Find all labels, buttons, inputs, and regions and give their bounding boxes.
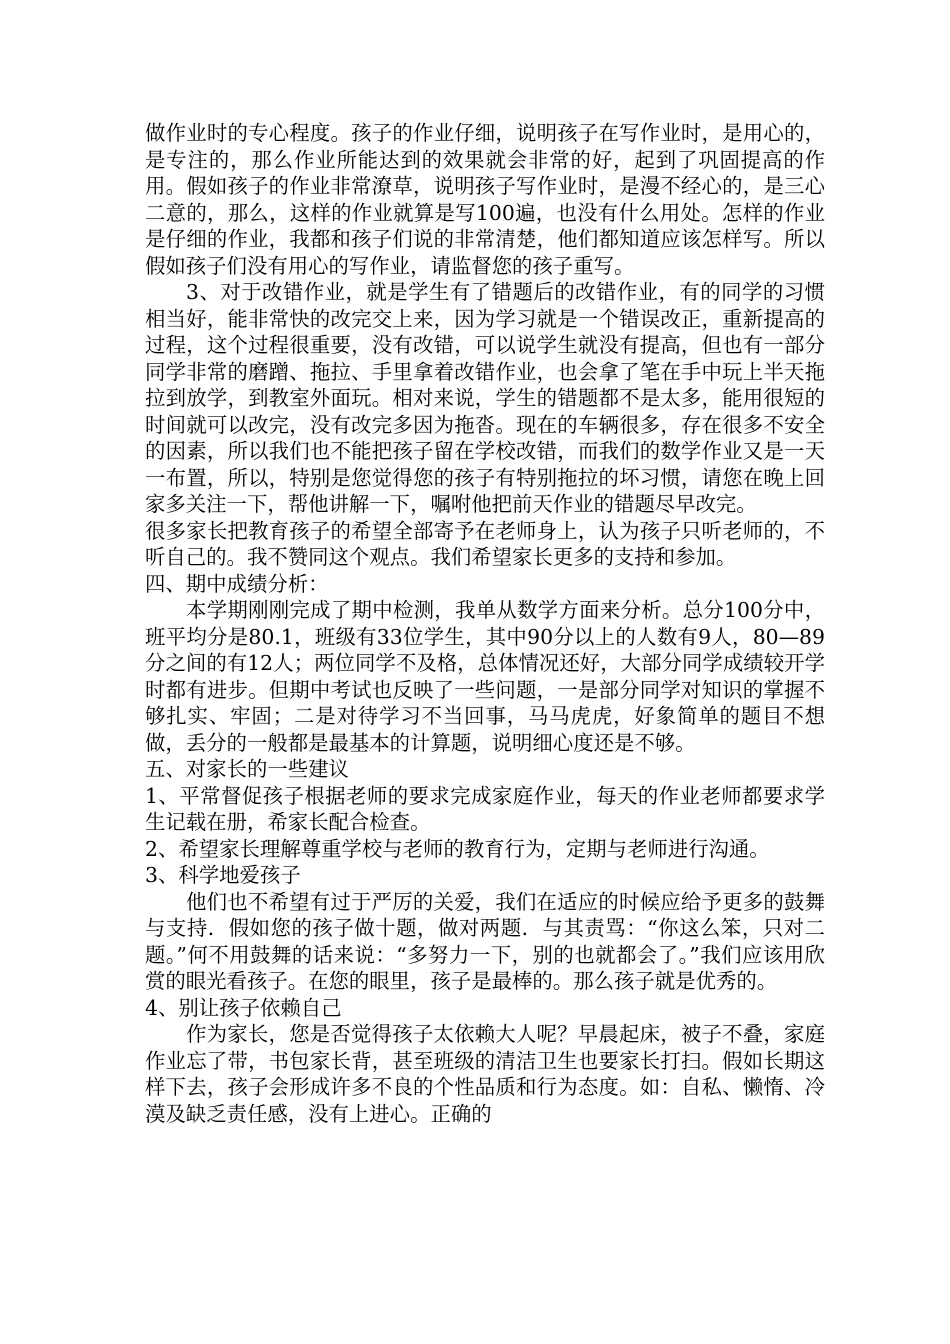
paragraph-parent-support: 很多家长把教育孩子的希望全部寄予在老师身上，认为孩子只听老师的，不听自己的。我不赞同这个观点。我们希望家长更多的支持和参加。 xyxy=(145,518,825,569)
paragraph-midterm-results: 本学期刚刚完成了期中检测，我单从数学方面来分析。总分100分中，班平均分是80.1，班级有33位学生，其中90分以上的人数有9人，80—89分之间的有12人；两位同学不及格，总体情况还好，大部分同学成绩较开学时都有进步。但期中考试也反映了一些问题，一是部分同学对知识的掌握不够扎实、牢固；二是对待学习不当回事，马马虎虎，好象简单的题目不想做，丢分的一般都是最基本的计算题，说明细心度还是不够。 xyxy=(145,598,825,755)
advice-item-4-heading: 4、别让孩子依赖自己 xyxy=(145,995,342,1020)
paragraph-independence: 作为家长，您是否觉得孩子太依赖大人呢？早晨起床，被子不叠，家庭作业忘了带，书包家长背，甚至班级的清洁卫生也要家长打扫。假如长期这样下去，孩子会形成许多不良的个性品质和行为态度。如：自私、懒惰、冷漠及缺乏责任感，没有上进心。正确的 xyxy=(145,1022,825,1126)
section-heading-parent-advice: 五、对家长的一些建议 xyxy=(145,757,349,781)
advice-item-3-heading: 3、科学地爱孩子 xyxy=(145,863,301,887)
paragraph-correction-homework: 3、对于改错作业，就是学生有了错题后的改错作业，有的同学的习惯相当好，能非常快的改完交上来，因为学习就是一个错误改正，重新提高的过程，这个过程很重要，没有改错，可以说学生就没有提高，但也有一部分同学非常的磨蹭、拖拉、手里拿着改错作业，也会拿了笔在手中玩上半天拖拉到放学，到教室外面玩。相对来说，学生的错题都不是太多，能用很短的时间就可以改完，没有改完多因为拖沓。现在的车辆很多，存在很多不安全的因素，所以我们也不能把孩子留在学校改错，而我们的数学作业又是一天一布置，所以，特别是您觉得您的孩子有特别拖拉的坏习惯，请您在晚上回家多关注一下，帮他讲解一下，嘱咐他把前天作业的错题尽早改完。 xyxy=(145,280,825,516)
section-heading-midterm-analysis: 四、期中成绩分析： xyxy=(145,571,329,596)
paragraph-homework-focus: 做作业时的专心程度。孩子的作业仔细，说明孩子在写作业时，是用心的，是专注的，那么作业所能达到的效果就会非常的好，起到了巩固提高的作用。假如孩子的作业非常潦草，说明孩子写作业时，是漫不经心的，是三心二意的，那么，这样的作业就算是写100遍，也没有什么用处。怎样的作业是仔细的作业，我都和孩子们说的非常清楚，他们都知道应该怎样写。所以假如孩子们没有用心的写作业，请监督您的孩子重写。 xyxy=(145,121,825,278)
paragraph-encouragement: 他们也不希望有过于严厉的关爱，我们在适应的时候应给予更多的鼓舞与支持．假如您的孩子做十题，做对两题．与其责骂：“你这么笨，只对二题。”何不用鼓舞的话来说：“多努力一下，别的也就都会了。”我们应该用欣赏的眼光看孩子。在您的眼里，孩子是最棒的。那么孩子就是优秀的。 xyxy=(145,889,825,993)
advice-item-2: 2、希望家长理解尊重学校与老师的教育行为，定期与老师进行沟通。 xyxy=(145,836,770,861)
document-page xyxy=(145,120,825,1127)
advice-item-1: 1、平常督促孩子根据老师的要求完成家庭作业，每天的作业老师都要求学生记载在册，希家长配合检查。 xyxy=(145,783,825,834)
